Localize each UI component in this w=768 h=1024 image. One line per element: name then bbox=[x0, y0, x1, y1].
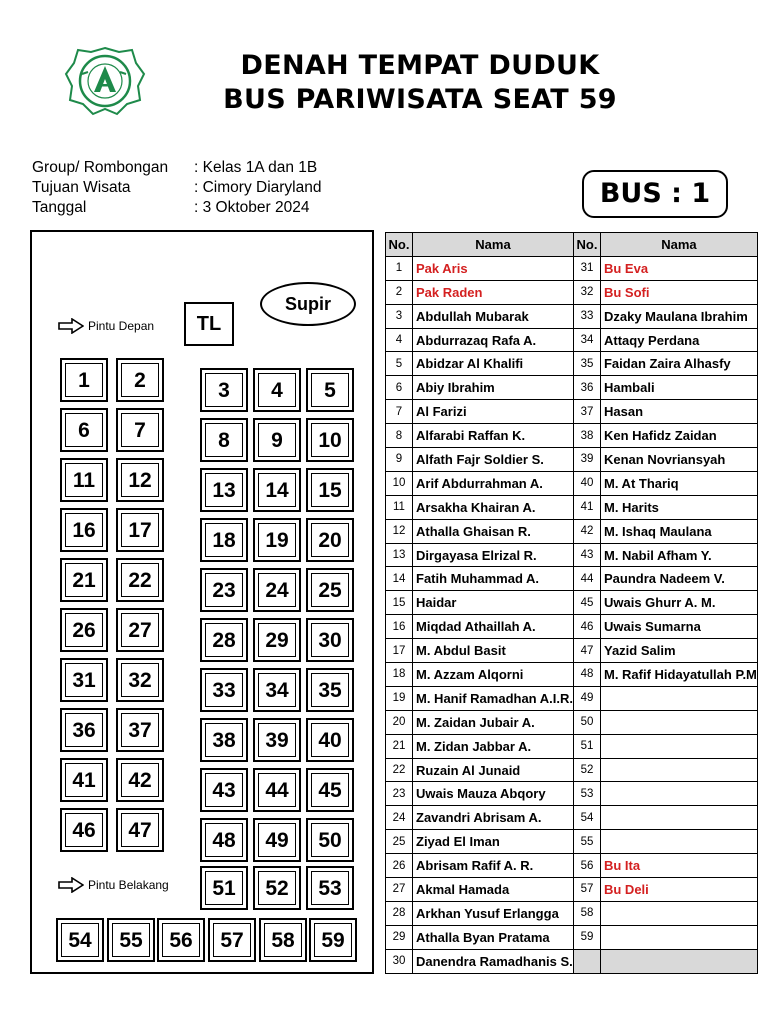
seat-22 bbox=[116, 558, 164, 602]
seat-8 bbox=[200, 418, 248, 462]
seat-37 bbox=[116, 708, 164, 752]
seat-number: 51 bbox=[205, 871, 243, 905]
seat-15 bbox=[306, 468, 354, 512]
seat-number: 47 bbox=[121, 813, 159, 847]
seat-34 bbox=[253, 668, 301, 712]
table-row bbox=[386, 400, 758, 424]
passenger-name: Bu Ita bbox=[600, 854, 757, 878]
info-label: Tujuan Wisata bbox=[32, 179, 131, 196]
seat-number: 21 bbox=[65, 563, 103, 597]
seat-number: 19 bbox=[258, 523, 296, 557]
passenger-number: 33 bbox=[573, 304, 600, 328]
passenger-number: 24 bbox=[386, 806, 413, 830]
passenger-number: 32 bbox=[573, 280, 600, 304]
arrow-right-icon bbox=[58, 318, 84, 334]
passenger-name: Alfarabi Raffan K. bbox=[413, 424, 574, 448]
seat-17 bbox=[116, 508, 164, 552]
passenger-number: 15 bbox=[386, 591, 413, 615]
passenger-number: 41 bbox=[573, 495, 600, 519]
school-logo bbox=[64, 46, 146, 116]
passenger-name: Ken Hafidz Zaidan bbox=[600, 424, 757, 448]
passenger-number: 11 bbox=[386, 495, 413, 519]
seat-56 bbox=[157, 918, 205, 962]
seat-number: 35 bbox=[311, 673, 349, 707]
passenger-name: Athalla Byan Pratama bbox=[413, 925, 574, 949]
seat-number: 23 bbox=[205, 573, 243, 607]
passenger-number: 14 bbox=[386, 567, 413, 591]
passenger-name: Bu Eva bbox=[600, 256, 757, 280]
passenger-number: 12 bbox=[386, 519, 413, 543]
table-row bbox=[386, 710, 758, 734]
passenger-number: 46 bbox=[573, 615, 600, 639]
passenger-number: 43 bbox=[573, 543, 600, 567]
passenger-name: Al Farizi bbox=[413, 400, 574, 424]
seat-35 bbox=[306, 668, 354, 712]
seat-number: 33 bbox=[205, 673, 243, 707]
table-row bbox=[386, 424, 758, 448]
table-row bbox=[386, 615, 758, 639]
seat-number: 18 bbox=[205, 523, 243, 557]
passenger-number: 25 bbox=[386, 830, 413, 854]
table-row bbox=[386, 591, 758, 615]
seat-number: 32 bbox=[121, 663, 159, 697]
passenger-name: Kenan Novriansyah bbox=[600, 448, 757, 472]
passenger-name: Zavandri Abrisam A. bbox=[413, 806, 574, 830]
passenger-name bbox=[600, 806, 757, 830]
passenger-number: 17 bbox=[386, 639, 413, 663]
passenger-name: M. Azzam Alqorni bbox=[413, 663, 574, 687]
seat-4 bbox=[253, 368, 301, 412]
seat-number: 15 bbox=[311, 473, 349, 507]
passenger-name: Dzaky Maulana Ibrahim bbox=[600, 304, 757, 328]
passenger-number: 29 bbox=[386, 925, 413, 949]
seat-23 bbox=[200, 568, 248, 612]
info-value: : Cimory Diaryland bbox=[194, 179, 322, 196]
passenger-number: 49 bbox=[573, 686, 600, 710]
passenger-name: Abidzar Al Khalifi bbox=[413, 352, 574, 376]
seat-5 bbox=[306, 368, 354, 412]
passenger-number: 16 bbox=[386, 615, 413, 639]
passenger-number: 55 bbox=[573, 830, 600, 854]
seat-59 bbox=[309, 918, 357, 962]
passenger-number: 39 bbox=[573, 448, 600, 472]
passenger-name: Abiy Ibrahim bbox=[413, 376, 574, 400]
passenger-name: M. Hanif Ramadhan A.I.R. bbox=[413, 686, 574, 710]
passenger-name: Akmal Hamada bbox=[413, 878, 574, 902]
seat-number: 28 bbox=[205, 623, 243, 657]
seat-number: 30 bbox=[311, 623, 349, 657]
table-row bbox=[386, 519, 758, 543]
header-name: Nama bbox=[413, 233, 574, 257]
table-row bbox=[386, 639, 758, 663]
back-door-label: Pintu Belakang bbox=[88, 878, 169, 892]
passenger-number: 1 bbox=[386, 256, 413, 280]
seat-57 bbox=[208, 918, 256, 962]
seat-number: 39 bbox=[258, 723, 296, 757]
passenger-number bbox=[573, 949, 600, 973]
passenger-number: 26 bbox=[386, 854, 413, 878]
passenger-number: 45 bbox=[573, 591, 600, 615]
passenger-name bbox=[600, 758, 757, 782]
passenger-name: Uwais Ghurr A. M. bbox=[600, 591, 757, 615]
passenger-number: 59 bbox=[573, 925, 600, 949]
passenger-name: Hasan bbox=[600, 400, 757, 424]
seat-6 bbox=[60, 408, 108, 452]
seat-number: 31 bbox=[65, 663, 103, 697]
seat-29 bbox=[253, 618, 301, 662]
passenger-number: 4 bbox=[386, 328, 413, 352]
passenger-number: 47 bbox=[573, 639, 600, 663]
table-row bbox=[386, 448, 758, 472]
seat-49 bbox=[253, 818, 301, 862]
passenger-number: 27 bbox=[386, 878, 413, 902]
passenger-name: Fatih Muhammad A. bbox=[413, 567, 574, 591]
seat-58 bbox=[259, 918, 307, 962]
seat-24 bbox=[253, 568, 301, 612]
passenger-number: 10 bbox=[386, 471, 413, 495]
passenger-name: Faidan Zaira Alhasfy bbox=[600, 352, 757, 376]
seat-13 bbox=[200, 468, 248, 512]
passenger-name: Ruzain Al Junaid bbox=[413, 758, 574, 782]
passenger-number: 57 bbox=[573, 878, 600, 902]
seat-50 bbox=[306, 818, 354, 862]
seat-number: 57 bbox=[213, 923, 251, 957]
passenger-name: Danendra Ramadhanis S. bbox=[413, 949, 574, 973]
seat-19 bbox=[253, 518, 301, 562]
passenger-number: 31 bbox=[573, 256, 600, 280]
passenger-name: Arkhan Yusuf Erlangga bbox=[413, 901, 574, 925]
seat-18 bbox=[200, 518, 248, 562]
front-door bbox=[58, 318, 154, 334]
passenger-number: 2 bbox=[386, 280, 413, 304]
seat-number: 41 bbox=[65, 763, 103, 797]
table-row bbox=[386, 352, 758, 376]
seat-38 bbox=[200, 718, 248, 762]
seat-number: 4 bbox=[258, 373, 296, 407]
driver-seat: Supir bbox=[260, 282, 356, 326]
passenger-number: 3 bbox=[386, 304, 413, 328]
table-row bbox=[386, 949, 758, 973]
seat-number: 8 bbox=[205, 423, 243, 457]
passenger-table bbox=[385, 232, 758, 974]
trip-info bbox=[32, 158, 321, 218]
seat-number: 56 bbox=[162, 923, 200, 957]
passenger-name: Bu Sofi bbox=[600, 280, 757, 304]
passenger-name: M. Abdul Basit bbox=[413, 639, 574, 663]
passenger-number: 58 bbox=[573, 901, 600, 925]
passenger-number: 30 bbox=[386, 949, 413, 973]
seat-number: 10 bbox=[311, 423, 349, 457]
seat-12 bbox=[116, 458, 164, 502]
passenger-number: 22 bbox=[386, 758, 413, 782]
seat-number: 54 bbox=[61, 923, 99, 957]
seat-number: 20 bbox=[311, 523, 349, 557]
seat-number: 50 bbox=[311, 823, 349, 857]
seat-plan bbox=[30, 230, 374, 974]
passenger-number: 51 bbox=[573, 734, 600, 758]
seat-31 bbox=[60, 658, 108, 702]
seat-46 bbox=[60, 808, 108, 852]
passenger-name bbox=[600, 734, 757, 758]
passenger-name: Pak Raden bbox=[413, 280, 574, 304]
back-door bbox=[58, 877, 169, 893]
passenger-number: 6 bbox=[386, 376, 413, 400]
passenger-number: 56 bbox=[573, 854, 600, 878]
passenger-name bbox=[600, 901, 757, 925]
passenger-name: M. Harits bbox=[600, 495, 757, 519]
seat-number: 46 bbox=[65, 813, 103, 847]
seat-20 bbox=[306, 518, 354, 562]
seat-number: 37 bbox=[121, 713, 159, 747]
info-row-group bbox=[32, 158, 321, 178]
passenger-name bbox=[600, 925, 757, 949]
passenger-number: 35 bbox=[573, 352, 600, 376]
passenger-name: Arsakha Khairan A. bbox=[413, 495, 574, 519]
passenger-number: 7 bbox=[386, 400, 413, 424]
info-row-date bbox=[32, 198, 321, 218]
table-row bbox=[386, 304, 758, 328]
passenger-number: 42 bbox=[573, 519, 600, 543]
seat-number: 52 bbox=[258, 871, 296, 905]
info-value: : Kelas 1A dan 1B bbox=[194, 159, 318, 176]
seat-number: 9 bbox=[258, 423, 296, 457]
passenger-number: 52 bbox=[573, 758, 600, 782]
passenger-name: M. At Thariq bbox=[600, 471, 757, 495]
seat-number: 12 bbox=[121, 463, 159, 497]
info-label: Group/ Rombongan bbox=[32, 159, 169, 176]
seat-number: 58 bbox=[264, 923, 302, 957]
seat-27 bbox=[116, 608, 164, 652]
seat-7 bbox=[116, 408, 164, 452]
seat-48 bbox=[200, 818, 248, 862]
table-row bbox=[386, 782, 758, 806]
seat-number: 3 bbox=[205, 373, 243, 407]
passenger-number: 18 bbox=[386, 663, 413, 687]
passenger-name: Athalla Ghaisan R. bbox=[413, 519, 574, 543]
seat-number: 43 bbox=[205, 773, 243, 807]
seat-number: 49 bbox=[258, 823, 296, 857]
table-row bbox=[386, 495, 758, 519]
seat-number: 7 bbox=[121, 413, 159, 447]
table-row bbox=[386, 854, 758, 878]
passenger-name bbox=[600, 686, 757, 710]
seat-number: 55 bbox=[112, 923, 150, 957]
passenger-name bbox=[600, 782, 757, 806]
seat-42 bbox=[116, 758, 164, 802]
table-row bbox=[386, 280, 758, 304]
header-no: No. bbox=[386, 233, 413, 257]
table-row bbox=[386, 758, 758, 782]
passenger-name bbox=[600, 830, 757, 854]
title-line-1: DENAH TEMPAT DUDUK bbox=[240, 50, 600, 81]
seat-number: 2 bbox=[121, 363, 159, 397]
passenger-name: Pak Aris bbox=[413, 256, 574, 280]
passenger-name bbox=[600, 710, 757, 734]
table-row bbox=[386, 806, 758, 830]
seat-number: 38 bbox=[205, 723, 243, 757]
passenger-name: M. Zidan Jabbar A. bbox=[413, 734, 574, 758]
passenger-name: Abdullah Mubarak bbox=[413, 304, 574, 328]
passenger-number: 20 bbox=[386, 710, 413, 734]
header-name: Nama bbox=[600, 233, 757, 257]
seat-number: 22 bbox=[121, 563, 159, 597]
passenger-name: Dirgayasa Elrizal R. bbox=[413, 543, 574, 567]
seat-11 bbox=[60, 458, 108, 502]
table-row bbox=[386, 830, 758, 854]
seat-number: 26 bbox=[65, 613, 103, 647]
passenger-name: M. Rafif Hidayatullah P.M bbox=[600, 663, 757, 687]
table-row bbox=[386, 256, 758, 280]
seat-39 bbox=[253, 718, 301, 762]
seat-number: 42 bbox=[121, 763, 159, 797]
seat-45 bbox=[306, 768, 354, 812]
passenger-name: Uwais Sumarna bbox=[600, 615, 757, 639]
seat-number: 48 bbox=[205, 823, 243, 857]
seat-number: 29 bbox=[258, 623, 296, 657]
table-row bbox=[386, 663, 758, 687]
passenger-number: 50 bbox=[573, 710, 600, 734]
seat-number: 27 bbox=[121, 613, 159, 647]
table-row bbox=[386, 471, 758, 495]
passenger-number: 38 bbox=[573, 424, 600, 448]
passenger-number: 23 bbox=[386, 782, 413, 806]
passenger-name: Abdurrazaq Rafa A. bbox=[413, 328, 574, 352]
passenger-name: Arif Abdurrahman A. bbox=[413, 471, 574, 495]
seat-number: 59 bbox=[314, 923, 352, 957]
passenger-name: Ziyad El Iman bbox=[413, 830, 574, 854]
seat-32 bbox=[116, 658, 164, 702]
passenger-number: 8 bbox=[386, 424, 413, 448]
seat-52 bbox=[253, 866, 301, 910]
passenger-name: Attaqy Perdana bbox=[600, 328, 757, 352]
passenger-number: 13 bbox=[386, 543, 413, 567]
seat-number: 6 bbox=[65, 413, 103, 447]
passenger-number: 54 bbox=[573, 806, 600, 830]
seat-number: 44 bbox=[258, 773, 296, 807]
seat-51 bbox=[200, 866, 248, 910]
passenger-number: 28 bbox=[386, 901, 413, 925]
seat-14 bbox=[253, 468, 301, 512]
seat-number: 11 bbox=[65, 463, 103, 497]
seat-25 bbox=[306, 568, 354, 612]
seat-number: 25 bbox=[311, 573, 349, 607]
passenger-name: Haidar bbox=[413, 591, 574, 615]
seat-1 bbox=[60, 358, 108, 402]
info-row-destination bbox=[32, 178, 321, 198]
seat-16 bbox=[60, 508, 108, 552]
seat-53 bbox=[306, 866, 354, 910]
seat-47 bbox=[116, 808, 164, 852]
passenger-number: 36 bbox=[573, 376, 600, 400]
seat-28 bbox=[200, 618, 248, 662]
seat-number: 17 bbox=[121, 513, 159, 547]
seat-number: 14 bbox=[258, 473, 296, 507]
table-row bbox=[386, 925, 758, 949]
seat-9 bbox=[253, 418, 301, 462]
front-door-label: Pintu Depan bbox=[88, 319, 155, 333]
seat-2 bbox=[116, 358, 164, 402]
seat-26 bbox=[60, 608, 108, 652]
passenger-number: 53 bbox=[573, 782, 600, 806]
table-row bbox=[386, 376, 758, 400]
table-row bbox=[386, 734, 758, 758]
passenger-number: 37 bbox=[573, 400, 600, 424]
passenger-number: 5 bbox=[386, 352, 413, 376]
table-row bbox=[386, 878, 758, 902]
passenger-name: Yazid Salim bbox=[600, 639, 757, 663]
table-row bbox=[386, 543, 758, 567]
seat-number: 45 bbox=[311, 773, 349, 807]
passenger-name: Miqdad Athaillah A. bbox=[413, 615, 574, 639]
seat-36 bbox=[60, 708, 108, 752]
seat-number: 1 bbox=[65, 363, 103, 397]
header-no: No. bbox=[573, 233, 600, 257]
seat-43 bbox=[200, 768, 248, 812]
seat-number: 34 bbox=[258, 673, 296, 707]
passenger-name: Bu Deli bbox=[600, 878, 757, 902]
info-label: Tanggal bbox=[32, 199, 87, 216]
title-line-2: BUS PARIWISATA SEAT 59 bbox=[223, 84, 617, 115]
seat-30 bbox=[306, 618, 354, 662]
seat-3 bbox=[200, 368, 248, 412]
seat-33 bbox=[200, 668, 248, 712]
passenger-number: 40 bbox=[573, 471, 600, 495]
seat-number: 16 bbox=[65, 513, 103, 547]
seat-number: 36 bbox=[65, 713, 103, 747]
passenger-name: Abrisam Rafif A. R. bbox=[413, 854, 574, 878]
passenger-name bbox=[600, 949, 757, 973]
passenger-name: Alfath Fajr Soldier S. bbox=[413, 448, 574, 472]
seat-44 bbox=[253, 768, 301, 812]
seat-10 bbox=[306, 418, 354, 462]
arrow-right-icon bbox=[58, 877, 84, 893]
seat-41 bbox=[60, 758, 108, 802]
seat-number: 5 bbox=[311, 373, 349, 407]
passenger-number: 21 bbox=[386, 734, 413, 758]
tour-leader-seat: TL bbox=[184, 302, 234, 346]
info-value: : 3 Oktober 2024 bbox=[194, 199, 310, 216]
seat-number: 13 bbox=[205, 473, 243, 507]
passenger-number: 9 bbox=[386, 448, 413, 472]
passenger-number: 48 bbox=[573, 663, 600, 687]
seat-21 bbox=[60, 558, 108, 602]
table-header-row bbox=[386, 233, 758, 257]
seat-55 bbox=[107, 918, 155, 962]
seat-number: 53 bbox=[311, 871, 349, 905]
table-row bbox=[386, 567, 758, 591]
passenger-name: Uwais Mauza Abqory bbox=[413, 782, 574, 806]
passenger-number: 34 bbox=[573, 328, 600, 352]
passenger-name: M. Nabil Afham Y. bbox=[600, 543, 757, 567]
passenger-name: M. Zaidan Jubair A. bbox=[413, 710, 574, 734]
seat-number: 40 bbox=[311, 723, 349, 757]
bus-number-badge: BUS : 1 bbox=[582, 170, 728, 218]
passenger-name: Hambali bbox=[600, 376, 757, 400]
passenger-name: M. Ishaq Maulana bbox=[600, 519, 757, 543]
table-row bbox=[386, 328, 758, 352]
passenger-name: Paundra Nadeem V. bbox=[600, 567, 757, 591]
passenger-number: 44 bbox=[573, 567, 600, 591]
seat-54 bbox=[56, 918, 104, 962]
seat-number: 24 bbox=[258, 573, 296, 607]
table-row bbox=[386, 686, 758, 710]
table-row bbox=[386, 901, 758, 925]
seat-40 bbox=[306, 718, 354, 762]
passenger-number: 19 bbox=[386, 686, 413, 710]
